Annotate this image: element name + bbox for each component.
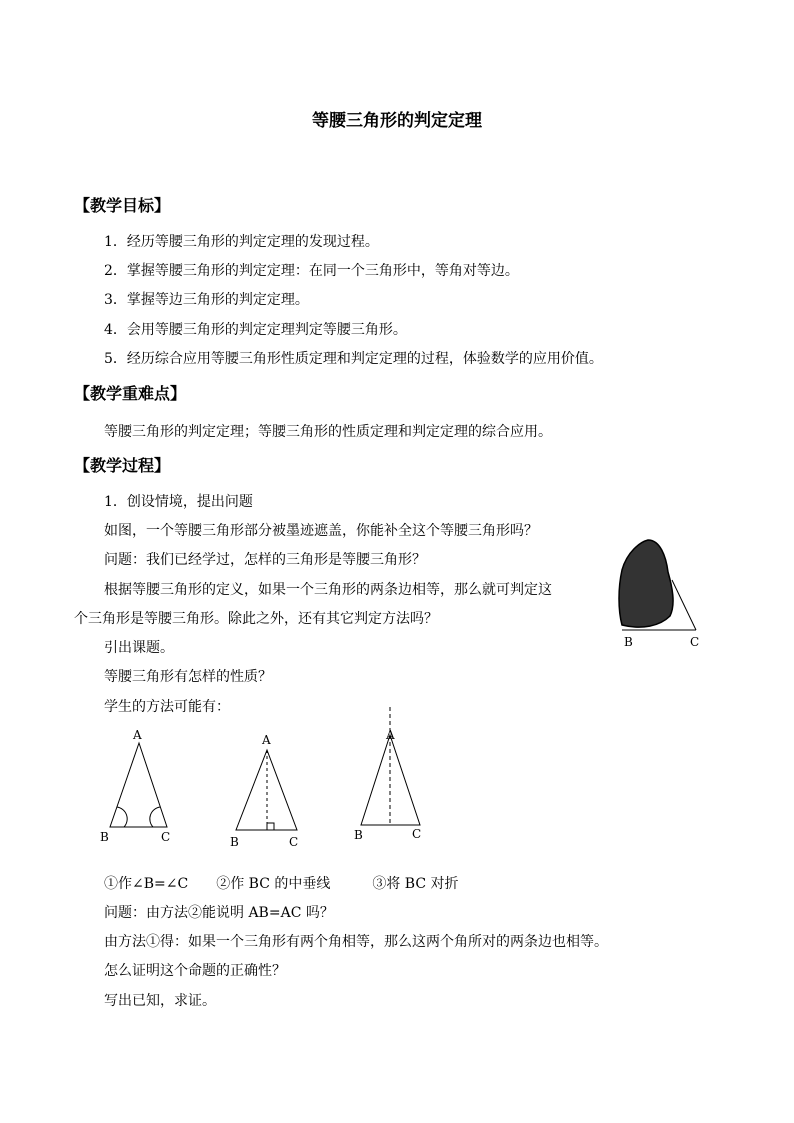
after-line: 由方法①得：如果一个三角形有两个角相等，那么这两个角所对的两条边也相等。: [104, 934, 608, 950]
goal-item: 3．掌握等边三角形的判定定理。: [104, 292, 309, 308]
triangle-method-1: [95, 725, 185, 850]
label-A: A: [262, 733, 271, 747]
after-line: 怎么证明这个命题的正确性？: [104, 963, 286, 979]
ink-blot: [619, 540, 673, 627]
label-B: B: [100, 830, 109, 844]
process-heading: 【教学过程】: [74, 456, 171, 475]
key-points-heading: 【教学重难点】: [74, 384, 187, 403]
ink-triangle-figure: [612, 530, 712, 655]
label-C: C: [412, 827, 422, 841]
key-points-text: 等腰三角形的判定定理；等腰三角形的性质定理和判定定理的综合应用。: [104, 424, 552, 440]
process-line: 学生的方法可能有：: [104, 699, 230, 715]
goals-heading: 【教学目标】: [74, 196, 171, 215]
after-line: 问题：由方法②能说明 AB=AC 吗？: [104, 905, 334, 921]
triangle-method-3: [350, 705, 435, 845]
label-C: C: [690, 635, 700, 649]
process-line: 如图，一个等腰三角形部分被墨迹遮盖，你能补全这个等腰三角形吗？: [104, 523, 538, 539]
process-line: 等腰三角形有怎样的性质？: [104, 669, 272, 685]
process-line: 个三角形是等腰三角形。除此之外，还有其它判定方法吗？: [74, 611, 438, 627]
process-line: 根据等腰三角形的定义，如果一个三角形的两条边相等，那么就可判定这: [104, 582, 552, 598]
page-title: 等腰三角形的判定定理: [312, 111, 482, 131]
process-line: 1．创设情境，提出问题: [104, 494, 253, 510]
angle-arc-C: [150, 807, 160, 827]
after-line: 写出已知，求证。: [104, 993, 216, 1009]
right-angle-mark: [267, 823, 274, 830]
label-B: B: [624, 635, 633, 649]
label-C: C: [289, 835, 299, 849]
label-A: A: [133, 728, 142, 742]
process-line: 问题：我们已经学过，怎样的三角形是等腰三角形？: [104, 552, 426, 568]
goal-item: 4．会用等腰三角形的判定定理判定等腰三角形。: [104, 322, 407, 338]
goal-item: 1．经历等腰三角形的判定定理的发现过程。: [104, 234, 379, 250]
methods-line: ①作∠B=∠C ②作 BC 的中垂线 ③将 BC 对折: [104, 876, 459, 892]
angle-arc-B: [117, 807, 127, 827]
label-C: C: [161, 830, 171, 844]
process-line: 引出课题。: [104, 640, 174, 656]
label-B: B: [354, 828, 363, 842]
goal-item: 2．掌握等腰三角形的判定定理：在同一个三角形中，等角对等边。: [104, 263, 519, 279]
label-B: B: [230, 835, 239, 849]
label-A: A: [386, 728, 395, 742]
triangle-method-2: [225, 728, 310, 853]
goal-item: 5．经历综合应用等腰三角形性质定理和判定定理的过程，体验数学的应用价值。: [104, 351, 603, 367]
